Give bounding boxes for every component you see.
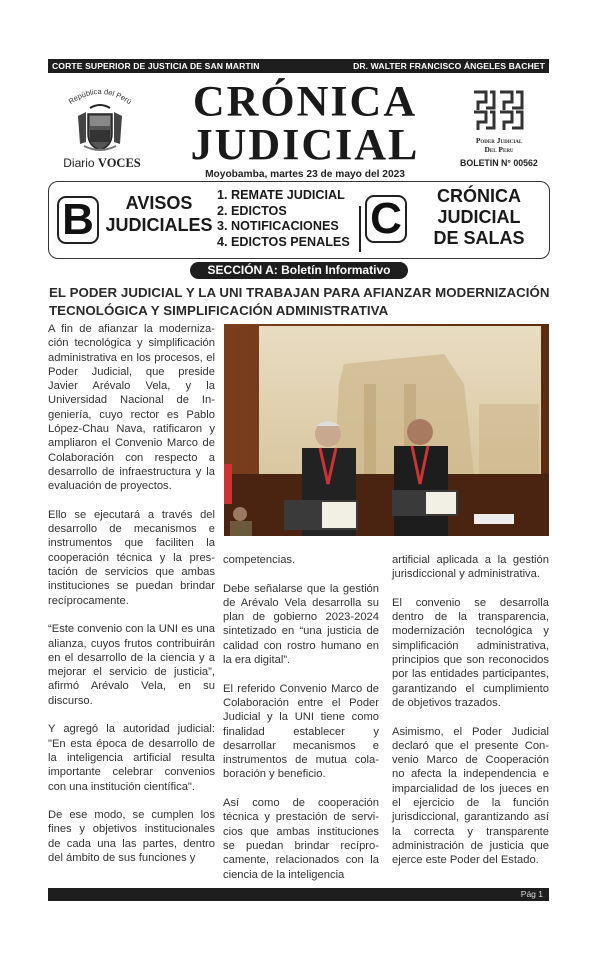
poder-judicial-label: Poder Judicial: [475, 136, 523, 145]
diario-label: Diario: [63, 156, 95, 170]
svg-text:República del Perú: República del Perú: [66, 86, 134, 107]
president-name: DR. WALTER FRANCISCO ÁNGELES BACHET: [353, 61, 545, 71]
paragraph: Y agregó la autoridad judicial: "En esta época de desarrollo de la inteligencia artificial resulta importante celebrar convenios con una institución científica".: [48, 723, 215, 793]
boletin-number: BOLETIN N° 00562: [460, 158, 538, 168]
list-item: 4. EDICTOS PENALES: [217, 234, 350, 249]
section-b-list: [217, 188, 350, 250]
divider: [359, 206, 361, 252]
poder-judicial-block: [456, 90, 552, 176]
signing-ceremony-photo: [224, 324, 549, 536]
article-column-2: [223, 553, 379, 896]
list-item: 1. REMATE JUDICIAL: [217, 188, 345, 202]
section-b-title: AVISOS JUDICIALES: [105, 193, 213, 235]
section-c-letter: C: [365, 195, 407, 243]
paragraph: artificial aplicada a la gestión jurisdiccional y administrativa.: [392, 554, 549, 581]
paragraph: Ello se ejecutará a través del desarrollo de mecanismos e instrumentos que faciliten la cooperación técnica y la prestación de servicios que ambas instituciones se puedan brindar recíprocamente.: [48, 508, 215, 607]
paragraph: A fin de afianzar la modernización tecnológica y simplificación administrativa en los procesos, el Poder Judicial, que preside Javier Arévalo Vela, y la Universidad Nacional de Ingeniería, cuyo rector es Pablo López-Chau Nava, ratificaron y ampliaron el Convenio Marco de Colaboración con respecto a desarrollo de infraestructura y la evaluación de proyectos.: [48, 323, 215, 493]
section-label: SECCIÓN A: Boletín Informativo: [190, 262, 408, 279]
poder-judicial-logo-icon: [472, 90, 524, 132]
title-line-2: JUDICIAL: [190, 120, 420, 169]
paragraph: “Este convenio con la UNI es una alianza, cuyos frutos contribuirán en el desarrollo de la ciencia y a mejorar el servicio de justicia”, afirmó Arévalo Vela, en su discurso.: [48, 623, 215, 707]
article-column-3: [392, 553, 549, 882]
newspaper-title: [160, 77, 450, 180]
section-b-letter: B: [57, 196, 99, 244]
del-peru-label: Del Peru: [484, 145, 514, 154]
paragraph: El referido Convenio Marco de Colaboración entre el Poder Judicial y la UNI tiene como finalidad establecer y desarrollar mecanismos e instrumentos de mutua colaboración y beneficio.: [223, 682, 379, 781]
paragraph: competencias.: [223, 554, 296, 566]
court-name: CORTE SUPERIOR DE JUSTICIA DE SAN MARTIN: [52, 61, 260, 71]
diario-voces-logo: [52, 84, 148, 176]
article-headline: EL PODER JUDICIAL Y LA UNI TRABAJAN PARA AFIANZAR MODERNIZACIÓN TECNOLÓGICA Y SIMPLIFICACIÓN ADMINISTRATIVA: [49, 285, 550, 318]
peru-coat-of-arms-icon: [76, 102, 124, 154]
sections-index: [48, 181, 550, 259]
paragraph: El convenio se desarrolla dentro de la transparencia, modernización tecnológica y simplificación administrativa, principios que son reconocidos por las entidades participantes, garantizando el cumplimiento de objetivos trazados.: [392, 596, 549, 709]
top-banner: [48, 59, 549, 73]
article-column-1: [48, 322, 215, 880]
page-number: Pág 1: [520, 889, 543, 899]
list-item: 3. NOTIFICACIONES: [217, 219, 339, 233]
paragraph: De ese modo, se cumplen los fines y objetivos institucionales de cada una las partes, dentro del ámbito de sus funciones y: [48, 809, 215, 864]
title-line-1: CRÓNICA: [192, 77, 418, 126]
section-c-title: CRÓNICA JUDICIAL DE SALAS: [433, 186, 525, 248]
dateline: Moyobamba, martes 23 de mayo del 2023: [205, 169, 405, 180]
paragraph: Debe señalarse que la gestión de Arévalo Vela desarrolla su plan de gobierno 2023-2024 sintetizado en “una justicia de calidad con rostro humano en la era digital”.: [223, 582, 379, 667]
footer-bar: [48, 888, 549, 901]
list-item: 2. EDICTOS: [217, 203, 287, 218]
voces-label: VOCES: [97, 156, 141, 170]
paragraph: Así como de cooperación técnica y prestación de servicios que ambas instituciones se puedan brindar recíprocamente, relacionados con la ciencia de la inteligencia: [223, 797, 379, 881]
paragraph: Asimismo, el Poder Judicial declaró que el presente Convenio Marco de Cooperación no afecta la independencia e imparcialidad de los jueces en el ejercicio de la función jurisdiccional, garantizando así la correcta y transparente administración de justicia que ejerce este Poder del Estado.: [392, 725, 549, 867]
